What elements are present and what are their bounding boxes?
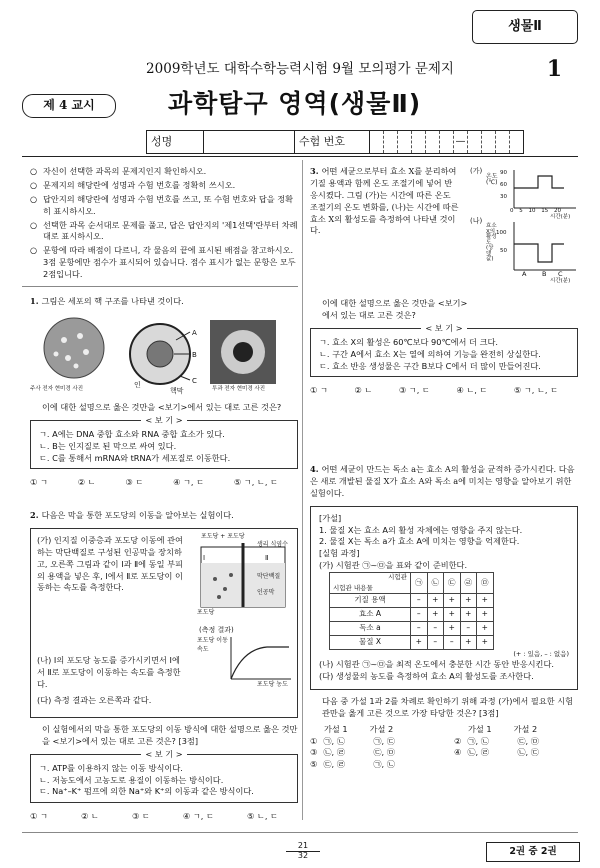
choice[interactable]: ③ [310,747,318,758]
q2-bogi: < 보 기 > ㄱ. ATP를 이용하지 않는 이동 방식이다. ㄴ. 저농도에서 고농도로 용질이 이동하는 방식이다. ㄷ. Na⁺–K⁺ 펌프에 의한 Na⁺와 K⁺의 이동과 같은 방식이다. [30,754,298,804]
exam-number-digit[interactable] [412,131,426,153]
choice[interactable]: ① ㄱ [30,811,48,822]
bogi-item: ㄴ. 구간 A에서 효소 X는 열에 의하여 기능을 완전히 상실한다. [319,348,541,359]
bogi-item: ㄴ. 저농도에서 고농도로 용질이 이동하는 방식이다. [39,774,224,785]
q2-step: (다) 측정 결과는 오른쪽과 같다. [37,694,152,705]
instructions: ○ 자신이 선택한 과목의 문제지인지 확인하시오. ○ 문제지의 해당란에 성명과 수험 번호를 정확히 쓰시오. ○ 답안지의 해당란에 성명과 수험 번호를 쓰고, 또 수험 번호와 답을 정확히 표시하시오. ○ 선택한 과목 순서대로 문제를 풀고, 답은 답안지의 '제1선택'란부터 차례대로 표시하시오. ○ 문항에 따라 배점이 다르니, 각 물음의 끝에 표시된 배점을 참고하시오. 3점 문항에만 점수가 표시되어 있습니다. 점수 표시가 없는 문항은 모두 2점입니다. [30,166,298,280]
question-2: 2. 다음은 막을 통한 포도당의 이동을 알아보는 실험이다. (가) 인지질 이중층과 포도당 이동에 관여하는 막단백질로 구성된 인공막을 장치하고, 오른쪽 그림과 같이 Ⅰ과 Ⅱ에 동일 부피의 용액을 넣은 후, Ⅰ에서 Ⅱ로 포도당이 이동하는 속도를 측정한다. (나) Ⅰ의 포도당 농도를 증가시키면서 Ⅰ에서 Ⅱ로 포도당이 이동하는 속도를 측정한다. (다) 측정 결과는 오른쪽과 같다. 포도당 + 포도당 Ⅰ Ⅱ 생리 식염수 막단백질 인공막 포도당 (측정 결과) 포도당 이동 속도 포도당 농도 이 실험에서의 막을 통한 포도당의 이동 방식에 대한 설명으로 옳은 것만을 <보기>에서 있는 대로 고른 것은? [3점] < 보 기 > ㄱ. ATP를 이용하지 않는 이동 방식이다. ㄴ. 저농도에서 고농도로 용질이 이동하는 방식이다. ㄷ. Na⁺–K⁺ 펌프에 의한 Na⁺와 K⁺의 이동과 같은 방식이다. ① ㄱ ② ㄴ ③ ㄷ ④ ㄱ, ㄷ ⑤ ㄴ, ㄷ [30,510,298,822]
exam-number-label: 수험 번호 [295,131,370,153]
hypothesis-title: [가설] [319,512,342,523]
choice[interactable]: ④ ㄱ, ㄷ [182,811,214,822]
col-header: ㉡ [427,573,444,594]
caption-sem: 주사 전자 현미경 사진 [30,385,84,392]
choice[interactable]: ⑤ [310,759,318,770]
label-pore: 핵막 [170,386,184,395]
graph-xlabel: 포도당 농도 [257,680,288,688]
table-row: 기질 용액 – + + + + [330,594,494,608]
bogi-item: ㄷ. Na⁺–K⁺ 펌프에 의한 Na⁺와 K⁺의 이동과 같은 방식이다. [39,786,254,797]
hypothesis-item: 2. 물질 X는 독소 a가 효소 A에 미치는 영향을 억제한다. [319,536,520,547]
exam-number-digit[interactable] [398,131,412,153]
q1-choices [30,477,298,489]
col-header: ㉣ [460,573,477,594]
exam-number-digit[interactable] [384,131,398,153]
choice[interactable]: ② ㄴ [77,477,96,488]
choice[interactable]: ② ㄴ [354,385,373,396]
procedure-title: [실험 과정] [319,548,360,559]
col-header: ㉤ [477,573,494,594]
graph-b-tag: (나) [470,217,483,225]
instruction-item: 자신이 선택한 과목의 문제지인지 확인하시오. [43,166,207,176]
area-title: 과학탐구 영역(생물Ⅱ) [168,89,422,118]
right-solution-label: 생리 식염수 [257,540,288,548]
q4-answer-grid [310,724,578,772]
chamber-ii: Ⅱ [265,553,269,562]
segment-b: B [542,270,547,278]
column-divider [302,160,303,820]
bogi-item: ㄱ. ATP를 이용하지 않는 이동 방식이다. [39,762,183,773]
bogi-item: ㄱ. 효소 X의 활성은 60℃보다 90℃에서 더 크다. [319,336,498,347]
choice[interactable]: ① [310,735,318,746]
bogi-item: ㄱ. A에는 DNA 중합 효소와 RNA 중합 효소가 있다. [39,428,225,439]
bogi-item: ㄷ. C를 통해서 mRNA와 tRNA가 세포질로 이동한다. [39,452,231,463]
answer-column: 가설 1 가설 2 ① ㉠, ㉡ ㉠, ㉢ ③ ㉡, ㉣ ㉢, ㉤ ⑤ ㉢, ㉣ ㉠, ㉡ [310,723,395,770]
name-label: 성명 [147,131,204,153]
q1-figure [30,314,298,398]
choice[interactable]: ④ ㄴ, ㄷ [456,385,488,396]
col-header: ㉢ [444,573,461,594]
question-4: 4. 어떤 세균이 만드는 독소 a는 효소 A의 활성을 균적하 증가시킨다. 다음은 새로 개발된 물질 X가 효소 A와 독소 a에 미치는 영향을 알아보기 위한 실험이다. [가설] 1. 물질 X는 효소 A의 활성 자체에는 영향을 주지 않는다. 2. 물질 X는 독소 a가 효소 A에 미치는 영향을 억제한다. [실험 과정] (가) 시험관 ㉠~㉤을 표와 같이 준비한다. 시험관 시험관 내용물 ㉠ ㉡ ㉢ ㉣ ㉤ 기질 용액 – + + + + 효소 A – + + + + 독소 a – – + – + 물질 X + – – + + (+ : 있음, – : 없음) (나) 시험관 ㉠~㉤을 최적 온도에서 충분한 시간 동안 반응시킨다. (다) 생성물의 농도를 측정하여 효소 A의 활성도를 조사한다. 다음 중 가설 1과 2를 차례로 확인하기 위해 과정 (가)에서 필요한 시험관만을 옳게 고른 것으로 가장 타당한 것은? [3점] 가설 1 가설 2 ① ㉠, ㉡ ㉠, ㉢ ③ ㉡, ㉣ ㉢, ㉤ ⑤ ㉢, ㉣ ㉠, ㉡ 가설 1 가설 2 ② ㉠, ㉡ ㉢, ㉤ ④ ㉡, ㉣ ㉡, ㉢ [310,464,578,771]
choice[interactable]: ④ ㄱ, ㄷ [173,477,205,488]
period-badge: 제 4 교시 [22,94,116,118]
graph-a-xticks: 0 5 10 15 20 [510,208,561,214]
segment-a: A [522,270,527,278]
q2-box [30,528,298,718]
exam-number-digit[interactable] [496,131,510,153]
footer-divider [22,832,578,833]
table-row: 독소 a – – + – + [330,621,494,635]
exam-number-digit[interactable] [468,131,482,153]
bogi-item: ㄴ. B는 인지질로 된 막으로 싸여 있다. [39,440,177,451]
q2-choices [30,811,298,823]
q3-choices [310,385,578,397]
instruction-item: 답안지의 해당란에 성명과 수험 번호를 쓰고, 또 수험 번호와 답을 정확히 표시하시오. [43,193,294,216]
choice[interactable]: ② [454,735,462,746]
col-header: ㉠ [411,573,428,594]
choice[interactable]: ① ㄱ [310,385,328,396]
q3-question: 이에 대한 설명으로 옳은 것만을 <보기>에서 있는 대로 고른 것은? [322,298,468,320]
graph-ylabel: 포도당 이동 속도 [197,636,228,653]
q1-bogi: < 보 기 > ㄱ. A에는 DNA 중합 효소와 RNA 중합 효소가 있다. ㄴ. B는 인지질로 된 막으로 싸여 있다. ㄷ. C를 통해서 mRNA와 tRNA가 세포질로 이동한다. [30,420,298,470]
exam-title: 2009학년도 대학수학능력시험 9월 모의평가 문제지 [146,61,454,77]
q4-stem: 어떤 세균이 만드는 독소 a는 효소 A의 활성을 균적하 증가시킨다. 다음은 새로 개발된 물질 X가 효소 A와 독소 a에 미치는 영향을 알아보기 위한 실험이다. [310,464,575,498]
question-3: 3. 어떤 세균으로부터 효소 X를 분리하여 기질 용액과 함께 온도 조절기에 넣어 반응시켰다. 그림 (가)는 시간에 따른 온도 조절기의 온도 변화를, (나)는 시간에 따른 효소 X의 활성도를 측정하여 나타낸 것이다. (가) (나) 온도(℃) 효소X의 활성도(상댓값) 90 60 30 0 5 10 15 20 시간(분) 100 50 A B C 시간(분) 이에 대한 설명으로 옳은 것만을 <보기>에서 있는 대로 고른 것은? < 보 기 > ㄱ. 효소 X의 활성은 60℃보다 90℃에서 더 크다. ㄴ. 구간 A에서 효소 X는 열에 의하여 기능을 완전히 상실한다. ㄷ. 효소 반응 생성물은 구간 B보다 C에서 더 많이 만들어진다. ① ㄱ ② ㄴ ③ ㄱ, ㄷ ④ ㄴ, ㄷ ⑤ ㄱ, ㄴ, ㄷ [310,166,578,397]
q4-question: 다음 중 가설 1과 2를 차례로 확인하기 위해 과정 (가)에서 필요한 시험관만을 옳게 고른 것으로 가장 타당한 것은? [3점] [322,695,574,718]
exam-number-digit[interactable] [426,131,440,153]
q3-bogi: < 보 기 > ㄱ. 효소 X의 활성은 60℃보다 90℃에서 더 크다. ㄴ. 구간 A에서 효소 X는 열에 의하여 기능을 완전히 상실한다. ㄷ. 효소 반응 생성물은 구간 B보다 C에서 더 많이 만들어진다. [310,328,578,378]
table-row: 효소 A – + + + + [330,608,494,622]
graph-b-ylabel: 효소X의 활성도(상댓값) [486,223,497,262]
choice[interactable]: ⑤ ㄱ, ㄴ, ㄷ [513,385,558,396]
exam-number-digit[interactable] [370,131,384,153]
footer-page: 21 32 [286,842,320,861]
page-number: 1 [546,56,562,82]
table-legend: (+ : 있음, – : 없음) [513,649,569,658]
choice[interactable]: ② ㄴ [80,811,99,822]
instruction-item: 선택한 과목 순서대로 문제를 풀고, 답은 답안지의 '제1선택'란부터 차례대로 표시하시오. [43,219,298,242]
q4-experiment-box [310,506,578,690]
volume-badge: 2권 중 2권 [486,842,580,862]
q2-step: (가) 인지질 이중층과 포도당 이동에 관여하는 막단백질로 구성된 인공막을 장치하고, 오른쪽 그림과 같이 Ⅰ과 Ⅱ에 동일 부피의 용액을 넣은 후, Ⅰ에서 Ⅱ로 포도당이 이동하는 속도를 측정한다. [37,534,183,593]
test-tube-table [329,572,494,650]
procedure-step: (나) 시험관 ㉠~㉤을 최적 온도에서 충분한 시간 동안 반응시킨다. [319,659,554,670]
graph-b-xlabel: 시간(분) [550,278,571,284]
graph-a-ylabel: 온도(℃) [486,173,498,186]
table-row: 물질 X + – – + + [330,635,494,649]
q2-stem: 다음은 막을 통한 포도당의 이동을 알아보는 실험이다. [41,510,234,520]
exam-number-digit[interactable] [482,131,496,153]
answer-column: 가설 1 가설 2 ② ㉠, ㉡ ㉢, ㉤ ④ ㉡, ㉣ ㉡, ㉢ [454,723,539,758]
membrane-protein-label: 막단백질 [257,572,281,580]
label-b: B [192,350,197,359]
q2-question: 이 실험에서의 막을 통한 포도당의 이동 방식에 대한 설명으로 옳은 것만을 <보기>에서 있는 대로 고른 것은? [3점] [42,723,298,746]
exam-number-dash: — [454,131,468,153]
label-c: C [192,376,197,385]
graph-a-xlabel: 시간(분) [550,214,571,220]
segment-c: C [558,270,563,278]
notes-divider [22,286,298,287]
artificial-membrane-label: 인공막 [257,588,275,596]
exam-number-digit[interactable] [440,131,454,153]
choice[interactable]: ⑤ ㄱ, ㄴ, ㄷ [233,477,278,488]
header-divider [22,156,578,157]
procedure-step: (다) 생성물의 농도를 측정하여 효소 A의 활성도를 조사한다. [319,670,534,681]
choice[interactable]: ① ㄱ [30,477,48,488]
instruction-item: 문제지의 해당란에 성명과 수험 번호를 정확히 쓰시오. [43,179,236,190]
choice[interactable]: ③ ㄷ [131,811,150,822]
choice[interactable]: ④ [454,747,462,758]
left-solution-label: 포도당 + 포도당 [201,532,245,540]
subject-box: 생물Ⅱ [472,10,578,44]
choice[interactable]: ③ ㄱ, ㄷ [398,385,430,396]
choice[interactable]: ③ ㄷ [125,477,144,488]
instruction-item: 문항에 따라 배점이 다르니, 각 물음의 끝에 표시된 배점을 참고하시오. 3점 문항에만 점수가 표시되어 있습니다. 점수 표시가 없는 문항은 모두 2점입니다. [43,245,296,280]
hypothesis-item: 1. 물질 X는 효소 A의 활성 자체에는 영향을 주지 않는다. [319,524,523,535]
name-number-row [146,130,524,154]
bogi-item: ㄷ. 효소 반응 생성물은 구간 B보다 C에서 더 많이 만들어진다. [319,360,541,371]
question-1: 1. 그림은 세포의 핵 구조를 나타낸 것이다. A B C 인 핵막 주사 전자 현미경 사진 투과 전자 현미경 사진 이에 대한 설명으로 옳은 것만을 <보기>에서 있는 대로 고른 것은? < 보 기 > ㄱ. A에는 DNA 중합 효소와 RNA 중합 효소가 있다. ㄴ. B는 인지질로 된 막으로 싸여 있다. ㄷ. C를 통해서 mRNA와 tRNA가 세포질로 이동한다. ① ㄱ ② ㄴ ③ ㄷ ④ ㄱ, ㄷ ⑤ ㄱ, ㄴ, ㄷ [30,296,298,489]
choice[interactable]: ⑤ ㄴ, ㄷ [246,811,278,822]
q1-question: 이에 대한 설명으로 옳은 것만을 <보기>에서 있는 대로 고른 것은? [42,401,282,412]
q3-stem: 어떤 세균으로부터 효소 X를 분리하여 기질 용액과 함께 온도 조절기에 넣어 반응시켰다. 그림 (가)는 시간에 따른 온도 조절기의 온도 변화를, (나)는 시간에 따른 효소 X의 활성도를 측정하여 나타낸 것이다. [310,166,459,236]
label-nucleolus: 인 [134,380,141,389]
q2-step: (나) Ⅰ의 포도당 농도를 증가시키면서 Ⅰ에서 Ⅱ로 포도당이 이동하는 속도를 측정한다. [37,654,181,689]
label-a: A [192,328,197,337]
temperature-enzyme-graphs [508,166,578,286]
table-corner: 시험관 시험관 내용물 [330,573,411,594]
exam-number-digit[interactable] [510,131,523,153]
result-graph [227,635,293,685]
q1-stem: 그림은 세포의 핵 구조를 나타낸 것이다. [41,296,184,306]
graph-a-tag: (가) [470,167,483,175]
glucose-label: 포도당 [197,608,215,616]
result-title: (측정 결과) [199,625,234,634]
chamber-i: Ⅰ [203,553,206,562]
procedure-step: (가) 시험관 ㉠~㉤을 표와 같이 준비한다. [319,560,468,571]
caption-tem: 투과 전자 현미경 사진 [212,385,266,392]
name-field[interactable] [204,131,295,153]
